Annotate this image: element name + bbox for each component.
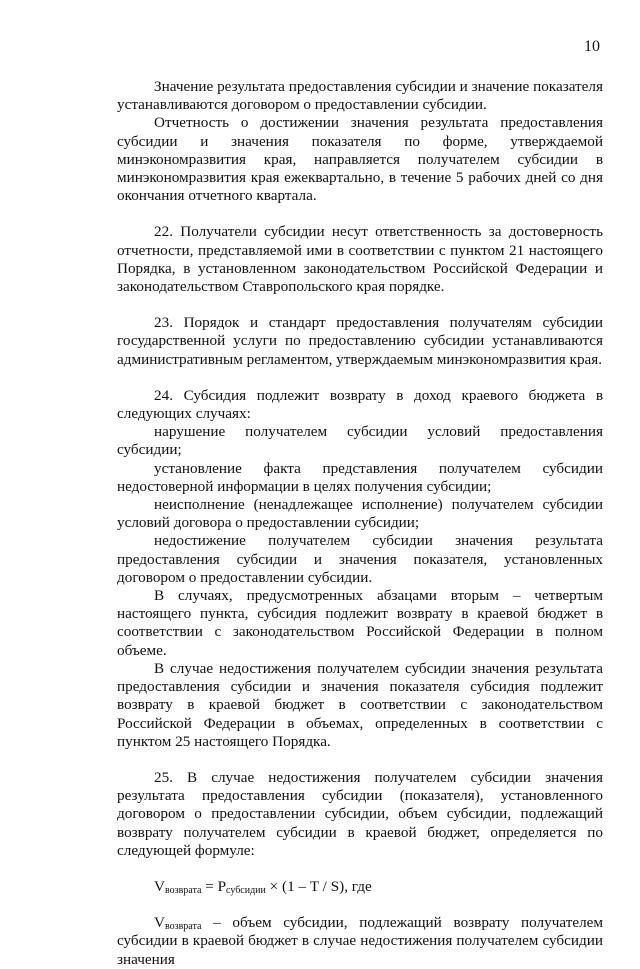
paragraph: 23. Порядок и стандарт предоставления получателям субсидии государственной услуги по предоставлению субсидии устанавливаются административным регламентом, утверждаемым минэкономразвития края.	[117, 314, 603, 368]
paragraph: 24. Субсидия подлежит возврату в доход краевого бюджета в следующих случаях:	[117, 386, 603, 423]
formula	[117, 878, 603, 896]
formula-v-subscript: возврата	[164, 884, 202, 896]
formula-rest: × (1 – T / S), где	[265, 877, 372, 895]
paragraph: нарушение получателем субсидии условий предоставления субсидии;	[117, 423, 603, 459]
paragraph: 22. Получатели субсидии несут ответственность за достоверность отчетности, представляемой ими в соответствии с пунктом 21 настоящего Порядка, в установленном законодательством Российской Федерации и законодательством Ставропольского края порядке.	[117, 223, 603, 296]
paragraph: установление факта представления получателем субсидии недостоверной информации в целях получения субсидии;	[117, 459, 603, 495]
definition-v-subscript: возврата	[164, 921, 202, 933]
formula-v-letter: V	[154, 877, 165, 895]
formula-equals: =	[201, 877, 218, 895]
page-number: 10	[584, 38, 600, 55]
formula-p-subscript: субсидии	[226, 884, 266, 896]
formula-p-letter: P	[217, 877, 227, 895]
definition-paragraph	[117, 914, 603, 969]
definition-v-letter: V	[154, 914, 165, 932]
paragraph: Отчетность о достижении значения результата предоставления субсидии и значения показателя по форме, утверждаемой минэкономразвития края, направляется получателем субсидии в минэкономразвития края ежеквартально, в течение 5 рабочих дней со дня окончания отчетного квартала.	[117, 114, 603, 205]
paragraph: неисполнение (ненадлежащее исполнение) получателем субсидии условий договора о предоставлении субсидии;	[117, 496, 603, 532]
definition-text: – объем субсидии, подлежащий возврату получателем субсидии в краевой бюджет в случае недостижения получателем субсидии значения	[117, 914, 603, 968]
paragraph: В случае недостижения получателем субсидии значения результата предоставления субсидии и значения показателя субсидия подлежит возврату в краевой бюджет в соответствии с законодательством Российской Федерации в объемах, определенных в соответствии с пунктом 25 настоящего Порядка.	[117, 659, 603, 750]
paragraph: Значение результата предоставления субсидии и значение показателя устанавливаются договором о предоставлении субсидии.	[117, 78, 603, 114]
paragraph: 25. В случае недостижения получателем субсидии значения результата предоставления субсидии (показателя), установленного договором о предоставлении субсидии, объем субсидии, подлежащий возврату получателем субсидии в краевой бюджет, определяется по следующей формуле:	[117, 768, 603, 859]
paragraph: В случаях, предусмотренных абзацами вторым – четвертым настоящего пункта, субсидия подлежит возврату в краевой бюджет в соответствии с законодательством Российской Федерации в полном объеме.	[117, 587, 603, 659]
paragraph: недостижение получателем субсидии значения результата предоставления субсидии и значения показателя, установленных договором о предоставлении субсидии.	[117, 532, 603, 586]
document-body	[117, 78, 603, 969]
